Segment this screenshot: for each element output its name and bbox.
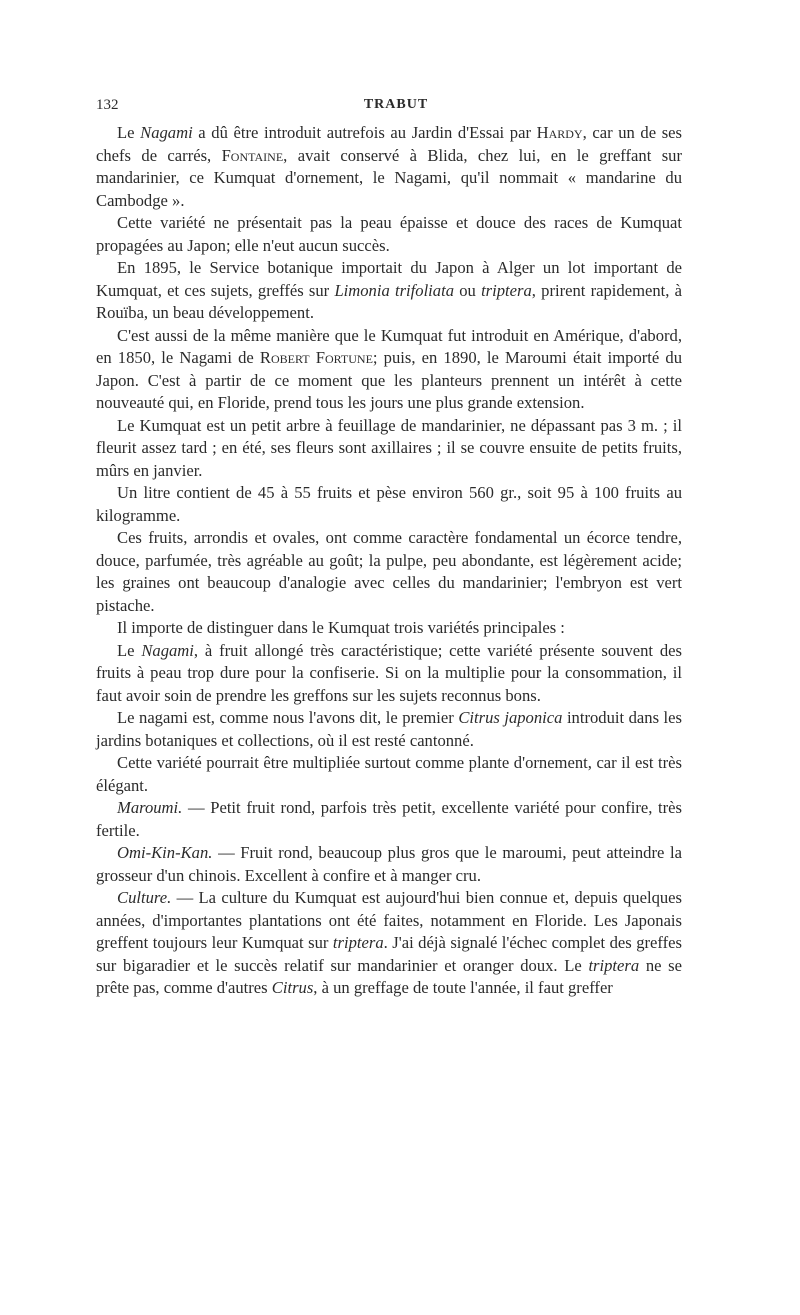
paragraph <box>96 797 682 842</box>
page-number: 132 <box>96 97 119 113</box>
text-run: Cette variété ne présentait pas la peau épaisse et douce des races de Kumquat propagées au Japon; elle n'eut aucun succès. <box>96 213 682 255</box>
paragraph <box>96 257 682 325</box>
text-run: , à fruit allongé très caractéristique; cette variété présente souvent des fruits à peau trop dure pour la confiserie. Si on la multiplie pour la consommation, il faut avoir soin de prendre les greffons sur les sujets reconnus bons. <box>96 640 682 705</box>
text-run: Le Kumquat est un petit arbre à feuillage de mandarinier, ne dépassant pas 3 m. ; il fleurit assez tard ; en été, ses fleurs sont axillaires ; il se couvre ensuite de petits fruits, mûrs en janvier. <box>96 415 682 480</box>
text-run: introduit dans les jardins botaniques et collections, où il est resté cantonné. <box>96 708 682 750</box>
text-run: — Petit fruit rond, parfois très petit, excellente variété pour confire, très fertile. <box>96 798 682 840</box>
text-run: — La culture du Kumquat est aujourd'hui bien connue et, depuis quelques années, d'importantes plantations ont été faites, notamment en Floride. Les Japonais greffent toujours leur Kumquat sur <box>96 888 682 952</box>
italic-term: triptera <box>332 933 384 952</box>
text-run: C'est aussi de la même manière que le Kumquat fut introduit en Amérique, d'abord, en 1850, le Nagami de <box>96 325 682 367</box>
text-run: — Fruit rond, beaucoup plus gros que le maroumi, peut atteindre la grosseur d'un chinois. Excellent à confire et à manger cru. <box>96 843 682 885</box>
text-run: , car un de ses chefs de carrés, <box>96 123 682 165</box>
italic-term: Citrus <box>271 978 314 997</box>
text-run: Un litre contient de 45 à 55 fruits et pèse environ 560 gr., soit 95 à 100 fruits au kilogramme. <box>96 483 682 525</box>
text-run: , prirent rapidement, à Rouïba, un beau développement. <box>96 280 683 322</box>
italic-term: Nagami <box>140 123 193 142</box>
paragraph <box>96 122 682 212</box>
paragraph <box>96 325 682 415</box>
text-run: . J'ai déjà signalé l'échec complet des greffes sur bigaradier et le succès relatif sur mandarinier et oranger doux. Le <box>96 933 682 975</box>
text-run: En 1895, le Service botanique importait du Japon à Alger un lot important de Kumquat, et ces sujets, greffés sur <box>96 258 682 300</box>
italic-term: Citrus japonica <box>458 708 563 727</box>
text-run: Le nagami est, comme nous l'avons dit, le premier <box>117 708 459 727</box>
paragraph <box>96 707 682 752</box>
paragraph <box>96 842 682 887</box>
author-name: Hardy <box>536 123 583 142</box>
paragraph <box>96 617 682 640</box>
running-title: TRABUT <box>363 97 429 112</box>
italic-term: Maroumi. <box>117 798 183 817</box>
text-run: Ces fruits, arrondis et ovales, ont comme caractère fondamental un écorce tendre, douce, parfumée, très agréable au goût; la pulpe, peu abondante, est légèrement acide; les graines ont beaucoup d'analogie avec celles du mandarinier; l'embryon est vert pistache. <box>96 528 682 615</box>
italic-term: Limonia trifoliata <box>334 280 454 300</box>
text-run: , avait conservé à Blida, chez lui, en le greffant sur mandarinier, ce Kumquat d'ornement, le Nagami, qu'il nommait « mandarine du Cambodge ». <box>96 145 682 210</box>
italic-term: Omi-Kin-Kan. <box>117 843 213 862</box>
author-name: Robert Fortune <box>259 348 373 367</box>
text-run: Le <box>117 123 141 142</box>
text-run: a dû être introduit autrefois au Jardin d'Essai par <box>192 123 537 142</box>
paragraph <box>96 752 682 797</box>
paragraph <box>96 887 682 1000</box>
text-run: , à un greffage de toute l'année, il faut greffer <box>313 978 613 997</box>
text-run: Il importe de distinguer dans le Kumquat trois variétés principales : <box>117 618 565 637</box>
text-run: Le <box>117 640 142 660</box>
text-run: ne se prête pas, comme d'autres <box>96 955 682 997</box>
italic-term: triptera <box>588 955 640 975</box>
text-run: ou <box>454 280 482 300</box>
italic-term: triptera <box>481 280 532 300</box>
text-run: ; puis, en 1890, le Maroumi était importé du Japon. C'est à partir de ce moment que les planteurs prennent un intérêt à cette nouveauté qui, en Floride, prend tous les jours une plus grande extension. <box>96 348 683 412</box>
author-name: Fontaine <box>221 145 284 165</box>
paragraph <box>96 482 682 527</box>
text-run: Cette variété pourrait être multipliée surtout comme plante d'ornement, car il est très élégant. <box>96 753 682 795</box>
paragraph <box>96 212 682 257</box>
paragraph <box>96 640 682 708</box>
italic-term: Culture. <box>117 888 172 907</box>
paragraph <box>96 527 682 617</box>
italic-term: Nagami <box>141 640 194 660</box>
paragraph <box>96 415 682 483</box>
body-text <box>96 122 682 1000</box>
page-header <box>96 97 696 121</box>
